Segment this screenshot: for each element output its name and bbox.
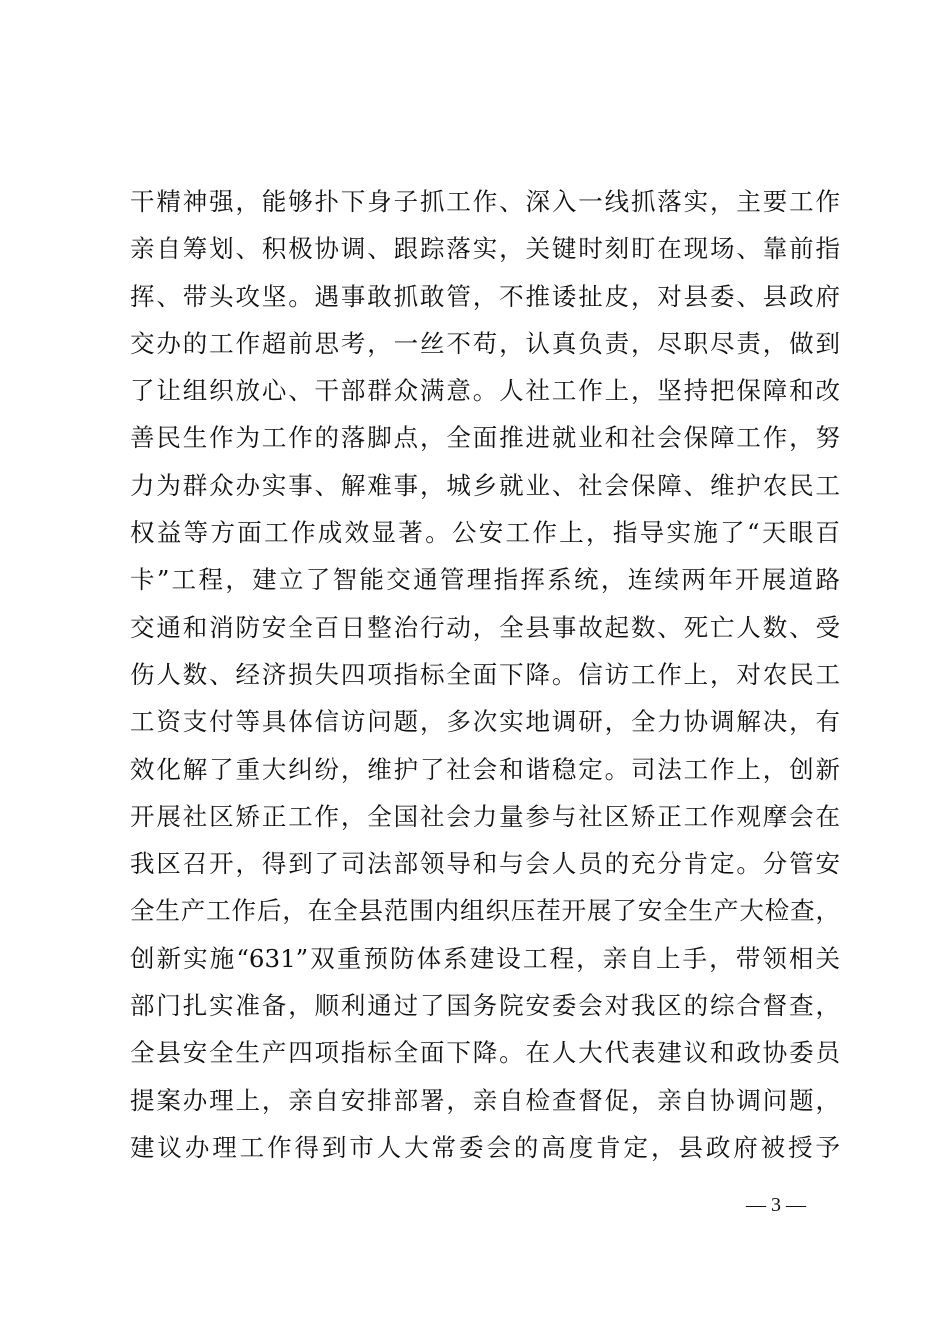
- text-line: 伤人数、经济损失四项指标全面下降。信访工作上，对农民工: [130, 659, 840, 689]
- text-line: 效化解了重大纠纷，维护了社会和谐稳定。司法工作上，创新: [130, 754, 840, 784]
- text-line: 开展社区矫正工作，全国社会力量参与社区矫正工作观摩会在: [130, 801, 840, 831]
- text-line: 善民生作为工作的落脚点，全面推进就业和社会保障工作，努: [130, 423, 840, 453]
- text-line: 全县安全生产四项指标全面下降。在人大代表建议和政协委员: [130, 1038, 840, 1068]
- text-line: 我区召开，得到了司法部领导和与会人员的充分肯定。分管安: [130, 849, 840, 879]
- text-line: 权益等方面工作成效显著。公安工作上，指导实施了“天眼百: [130, 518, 840, 548]
- text-line: 建议办理工作得到市人大常委会的高度肯定，县政府被授予: [130, 1132, 840, 1162]
- text-line: 提案办理上，亲自安排部署，亲自检查督促，亲自协调问题，: [130, 1085, 840, 1115]
- text-line: 交办的工作超前思考，一丝不苟，认真负责，尽职尽责，做到: [130, 328, 840, 358]
- text-line: 挥、带头攻坚。遇事敢抓敢管，不推诿扯皮，对县委、县政府: [130, 281, 840, 311]
- text-line: 亲自筹划、积极协调、跟踪落实，关键时刻盯在现场、靠前指: [130, 234, 840, 264]
- text-line: 工资支付等具体信访问题，多次实地调研，全力协调解决，有: [130, 707, 840, 737]
- text-line: 全生产工作后，在全县范围内组织压茬开展了安全生产大检查，: [130, 896, 840, 926]
- text-line: 干精神强，能够扑下身子抓工作、深入一线抓落实，主要工作: [130, 187, 840, 216]
- text-line: 了让组织放心、干部群众满意。人社工作上，坚持把保障和改: [130, 376, 840, 406]
- text-line: 力为群众办实事、解难事，城乡就业、社会保障、维护农民工: [130, 470, 840, 500]
- text-line: 创新实施“631”双重预防体系建设工程，亲自上手，带领相关: [130, 943, 840, 973]
- page-number: — 3 —: [746, 1194, 806, 1216]
- text-line: 卡”工程，建立了智能交通管理指挥系统，连续两年开展道路: [130, 565, 840, 595]
- text-line: 部门扎实准备，顺利通过了国务院安委会对我区的综合督查，: [130, 991, 840, 1021]
- body-paragraph: [130, 178, 840, 1171]
- text-line: 交通和消防安全百日整治行动，全县事故起数、死亡人数、受: [130, 612, 840, 642]
